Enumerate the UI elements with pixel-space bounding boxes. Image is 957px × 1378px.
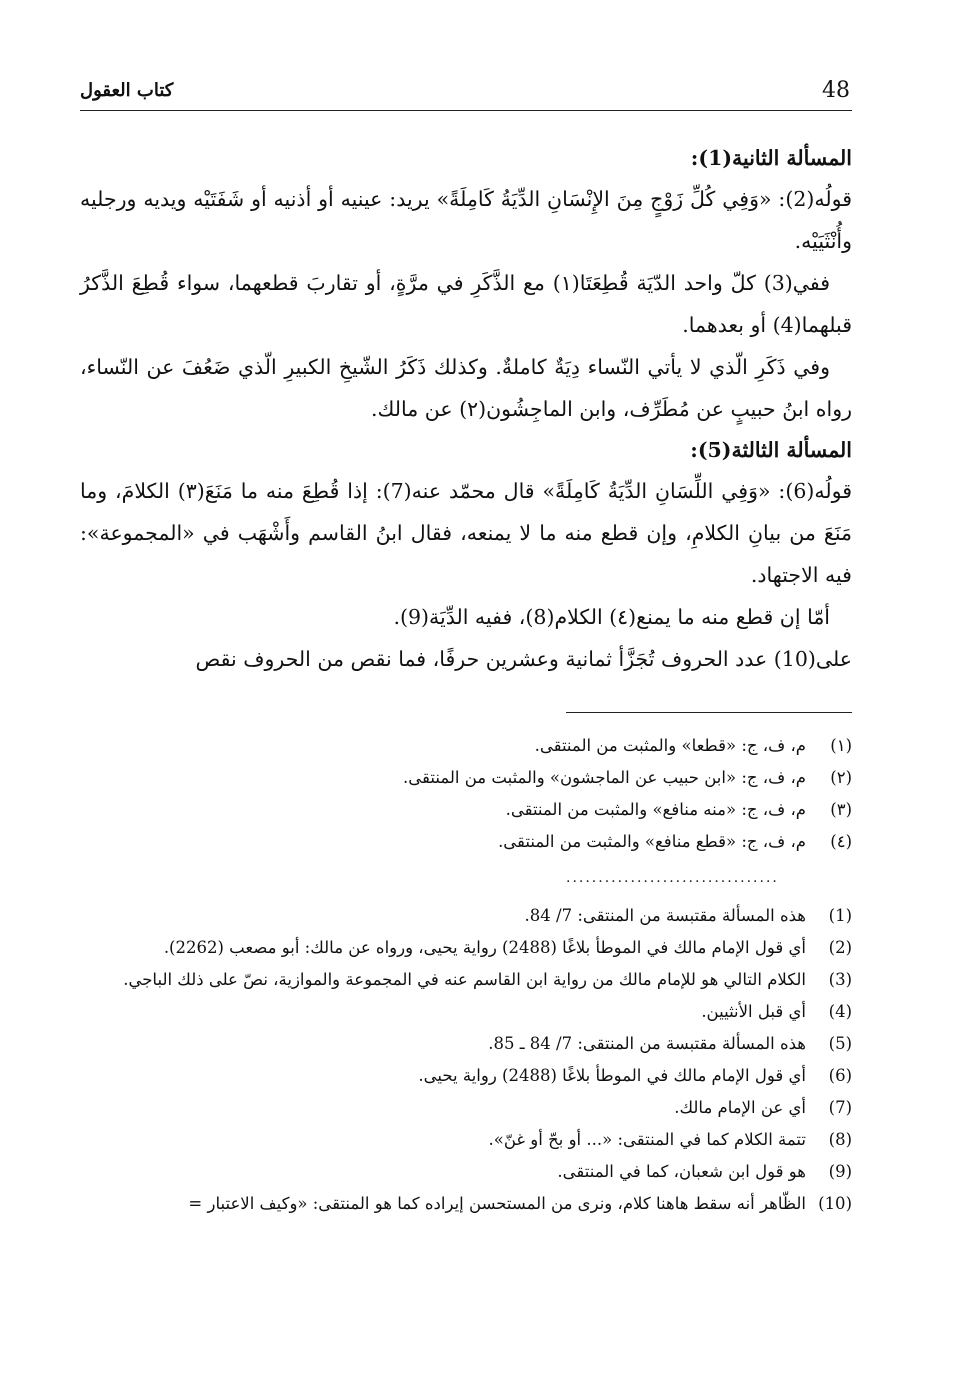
footnote-number: (3) bbox=[828, 970, 852, 989]
footnote-text: م، ف، ج: «منه منافع» والمثبت من المنتقى. bbox=[505, 800, 806, 819]
footnote-text: أي قبل الأنثيين. bbox=[701, 1002, 806, 1021]
footnote-text: أي قول الإمام مالك في الموطأ بلاغًا (2488) رواية يحيى. bbox=[418, 1066, 806, 1085]
page-header bbox=[80, 78, 852, 111]
footnote-text: هو قول ابن شعبان، كما في المنتقى. bbox=[557, 1162, 806, 1181]
footnote-item bbox=[80, 826, 852, 858]
editor-footnotes bbox=[80, 900, 852, 1220]
footnote-text: هذه المسألة مقتبسة من المنتقى: 7/ 84 ـ 85. bbox=[488, 1034, 806, 1053]
footnote-item bbox=[80, 1124, 852, 1156]
footnote-item bbox=[80, 932, 852, 964]
footnote-text: أي عن الإمام مالك. bbox=[674, 1098, 806, 1117]
footnote-item bbox=[80, 900, 852, 932]
footnote-number: (10) bbox=[818, 1194, 852, 1213]
footnote-number: (8) bbox=[828, 1130, 852, 1149]
footnote-text: م، ف، ج: «قطع منافع» والمثبت من المنتقى. bbox=[498, 832, 806, 851]
footnote-text: م، ف، ج: «قطعا» والمثبت من المنتقى. bbox=[534, 736, 806, 755]
footnote-item bbox=[80, 1188, 852, 1220]
footnote-number: (5) bbox=[828, 1034, 852, 1053]
body-paragraph: وفي ذَكَرِ الّذي لا يأتي النّساء دِيَةٌ كاملةٌ. وكذلك ذَكَرُ الشّيخِ الكبيرِ الّذي ضَعُفَ عن النّساء، رواه ابنُ حبيبٍ عن مُطَرِّف، وابن الماجِشُون(٢) عن مالك. bbox=[80, 355, 852, 421]
footnote-item bbox=[80, 1156, 852, 1188]
footnote-number: (2) bbox=[828, 938, 852, 957]
footnote-rule bbox=[566, 712, 852, 713]
footnote-text: هذه المسألة مقتبسة من المنتقى: 7/ 84. bbox=[524, 906, 806, 925]
body-paragraph: على(10) عدد الحروف تُجَزَّأ ثمانية وعشرين حرفًا، فما نقص من الحروف نقص bbox=[195, 647, 852, 671]
footnote-item bbox=[80, 1092, 852, 1124]
page-number: 48 bbox=[822, 78, 850, 103]
footnote-number: (١) bbox=[830, 736, 852, 755]
body-paragraph: قولُه(2): «وَفِي كُلِّ زَوْجٍ مِنَ الإِنْسَانِ الدِّيَةُ كَامِلَةً» يريد: عينيه أو أذنيه أو شَفَتَيْه ويديه ورجليه وأُنْثَيَيْه. bbox=[80, 187, 852, 253]
section-heading: المسألة الثالثة(5): bbox=[690, 438, 852, 462]
footnote-number: (٤) bbox=[830, 832, 852, 851]
footnote-number: (4) bbox=[828, 1002, 852, 1021]
body-paragraph: ففي(3) كلّ واحد الدّيَة قُطِعَتَا(١) مع الذَّكَرِ في مرَّةٍ، أو تقاربَ قطعهما، سواء قُطِعَ الذَّكرُ قبلهما(4) أو بعدهما. bbox=[80, 271, 852, 337]
footnote-number: (٢) bbox=[830, 768, 852, 787]
main-text bbox=[80, 138, 852, 680]
footnote-text: أي قول الإمام مالك في الموطأ بلاغًا (2488) رواية يحيى، ورواه عن مالك: أبو مصعب (2262). bbox=[163, 938, 806, 957]
dotted-separator: ................................. bbox=[566, 870, 779, 886]
footnote-text: م، ف، ج: «ابن حبيب عن الماجشون» والمثبت من المنتقى. bbox=[403, 768, 806, 787]
footnote-text: الظّاهر أنه سقط هاهنا كلام، ونرى من المستحسن إيراده كما هو المنتقى: «وكيف الاعتبار = bbox=[188, 1194, 806, 1213]
section-heading: المسألة الثانية(1): bbox=[690, 146, 852, 170]
variant-footnotes bbox=[80, 730, 852, 858]
footnote-text: الكلام التالي هو للإمام مالك من رواية ابن القاسم عنه في المجموعة والموازية، نصّ على ذلك الباجي. bbox=[123, 970, 806, 989]
footnote-item bbox=[80, 996, 852, 1028]
body-paragraph: أمّا إن قطع منه ما يمنع(٤) الكلام(8)، ففيه الدِّيَة(9). bbox=[393, 605, 830, 629]
footnote-item bbox=[80, 794, 852, 826]
footnote-number: (9) bbox=[828, 1162, 852, 1181]
footnote-number: (7) bbox=[828, 1098, 852, 1117]
footnote-item bbox=[80, 1028, 852, 1060]
footnote-number: (6) bbox=[828, 1066, 852, 1085]
footnote-item bbox=[80, 730, 852, 762]
footnote-item bbox=[80, 1060, 852, 1092]
footnote-number: (٣) bbox=[830, 800, 852, 819]
footnote-item bbox=[80, 762, 852, 794]
running-title: كتاب العقول bbox=[80, 80, 174, 101]
footnote-number: (1) bbox=[828, 906, 852, 925]
footnote-text: تتمة الكلام كما في المنتقى: «... أو بحّ أو غنّ». bbox=[488, 1130, 806, 1149]
body-paragraph: قولُه(6): «وَفِي اللِّسَانِ الدِّيَةُ كَامِلَةً» قال محمّد عنه(7): إذا قُطِعَ منه ما مَنَعَ(٣) الكلامَ، وما مَنَعَ من بيانِ الكلامِ، وإن قطع منه ما لا يمنعه، فقال ابنُ القاسم وأَشْهَب في «المجموعة»: فيه الاجتهاد. bbox=[80, 479, 852, 587]
footnote-item bbox=[80, 964, 852, 996]
